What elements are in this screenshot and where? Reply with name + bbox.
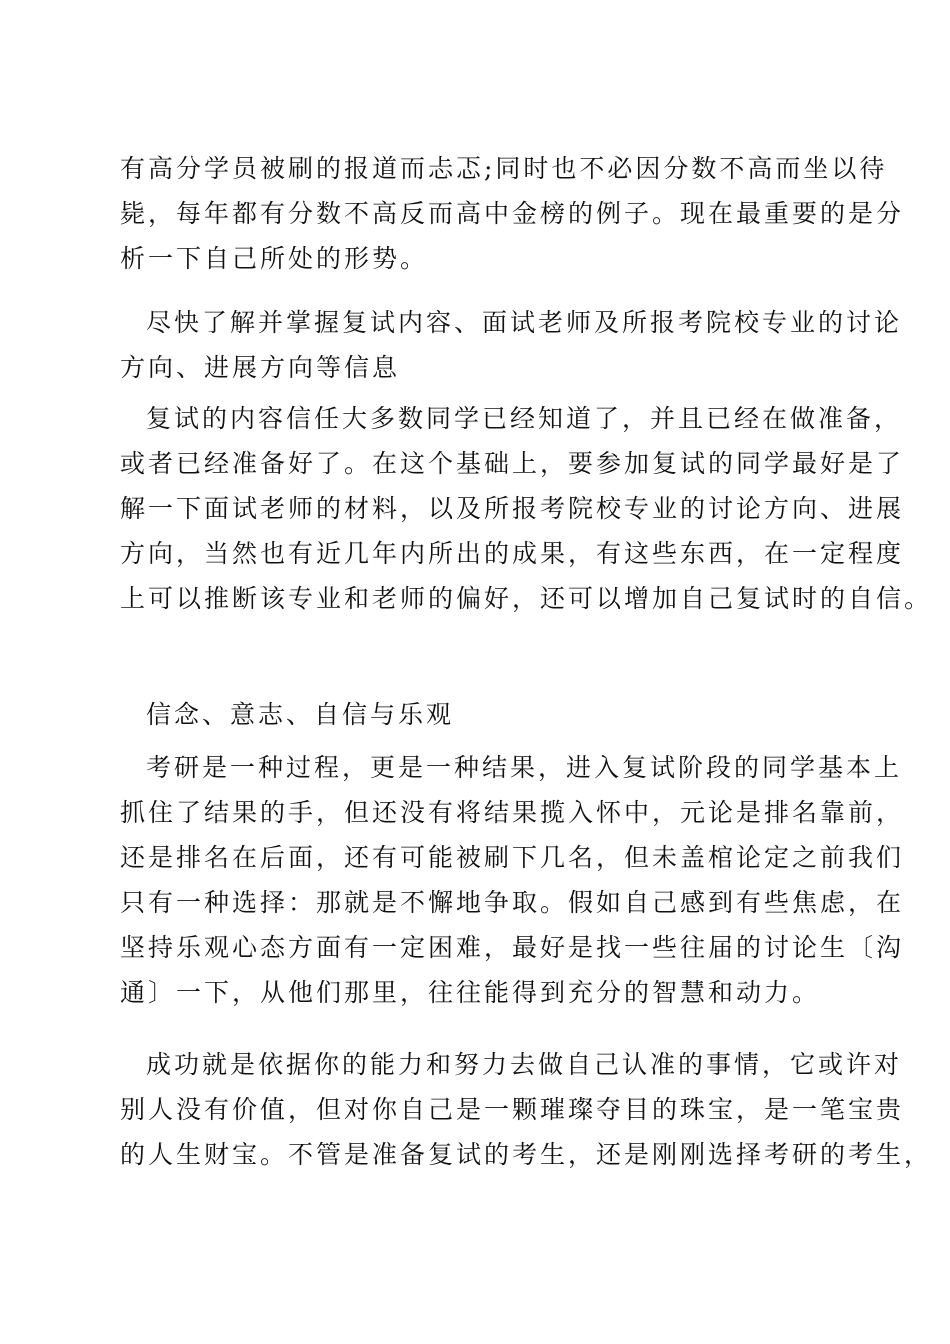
paragraph-6: [120, 1042, 933, 1177]
section-heading: [120, 692, 840, 737]
paragraph-3: [120, 396, 933, 621]
text-line: 抓住了结果的手，但还没有将结果揽入怀中，元论是排名靠前，: [120, 798, 905, 827]
text-line: 方向、进展方向等信息: [120, 353, 401, 382]
text-line: 只有一种选择：那就是不懈地争取。假如自己感到有些焦虑，在: [120, 888, 905, 917]
paragraph-2: [120, 300, 903, 390]
text-line: 的人生财宝。不管是准备复试的考生，还是刚刚选择考研的考生，: [120, 1140, 933, 1169]
text-line: 解一下面试老师的材料，以及所报考院校专业的讨论方向、进展: [120, 494, 905, 523]
text-line: 还是排名在后面，还有可能被刷下几名，但未盖棺论定之前我们: [120, 843, 905, 872]
text-line: 坚持乐观心态方面有一定困难，最好是找一些往届的讨论生〔沟: [120, 933, 905, 962]
text-line: 上可以推断该专业和老师的偏好，还可以增加自己复试时的自信。: [120, 584, 933, 613]
text-line: 方向，当然也有近几年内所出的成果，有这些东西，在一定程度: [120, 539, 905, 568]
text-line: 复试的内容信任大多数同学已经知道了，并且已经在做准备，: [146, 404, 903, 433]
text-line: 尽快了解并掌握复试内容、面试老师及所报考院校专业的讨论: [146, 308, 903, 337]
text-line: 析一下自己所处的形势。: [120, 244, 429, 273]
text-line: 有高分学员被刷的报道而忐忑;同时也不必因分数不高而坐以待: [120, 154, 888, 183]
text-line: 别人没有价值，但对你自己是一颗璀璨夺目的珠宝，是一笔宝贵: [120, 1095, 905, 1124]
paragraph-1: [120, 146, 905, 281]
text-line: 考研是一种过程，更是一种结果，进入复试阶段的同学基本上: [146, 753, 903, 782]
paragraph-5: [120, 745, 905, 1015]
text-line: 通〕一下，从他们那里，往往能得到充分的智慧和动力。: [120, 978, 821, 1007]
heading-line: 信念、意志、自信与乐观: [146, 700, 455, 729]
text-line: 毙，每年都有分数不高反而高中金榜的例子。现在最重要的是分: [120, 199, 905, 228]
text-line: 成功就是依据你的能力和努力去做自己认准的事情，它或许对: [146, 1050, 903, 1079]
text-line: 或者已经准备好了。在这个基础上，要参加复试的同学最好是了: [120, 449, 905, 478]
